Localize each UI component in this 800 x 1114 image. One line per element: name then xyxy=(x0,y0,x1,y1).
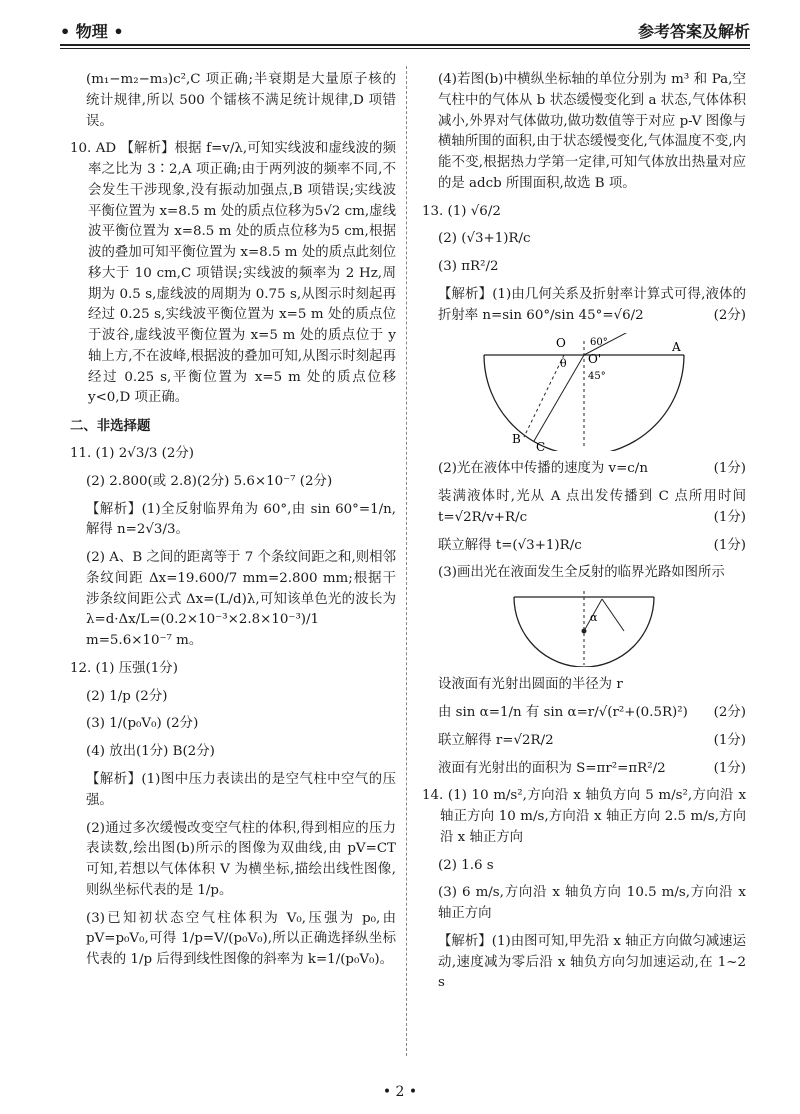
q12-part2: (2) 1/p (2分) xyxy=(86,688,168,704)
header-rule-thin xyxy=(60,48,750,49)
q13-analysis-1: 【解析】(1)由几何关系及折射率计算式可得,液体的折射率 n=sin 60°/sin 45°=√6/2 (2分) xyxy=(422,285,746,327)
total-reflection-diagram xyxy=(484,591,684,667)
q11-part1: 11. (1) 2√3/3 (2分) xyxy=(70,446,194,462)
q14-part2: (2) 1.6 s xyxy=(438,857,494,873)
score: (1分) xyxy=(713,509,746,525)
q12-part4: (4) 放出(1分) B(2分) xyxy=(86,744,215,760)
label-A: A xyxy=(672,340,681,355)
q13-part3: (3) πR²/2 xyxy=(438,259,499,275)
q14-part3: (3) 6 m/s,方向沿 x 轴负方向 10.5 m/s,方向沿 x 轴正方向 xyxy=(438,885,746,922)
reflected-ray xyxy=(602,599,624,631)
right-column xyxy=(422,70,746,1001)
label-theta: θ xyxy=(560,357,567,371)
section-heading: 二、非选择题 xyxy=(70,418,151,435)
score: (1分) xyxy=(713,732,746,748)
q13-part1: 13. (1) √6/2 xyxy=(422,203,501,219)
q13-analysis-9: 液面有光射出的面积为 S=πr²=πR²/2 (1分) xyxy=(422,759,746,780)
q13-analysis-7: 由 sin α=1/n 有 sin α=r/√(r²+(0.5R)²) (2分) xyxy=(422,703,746,724)
q12-analysis-3: (3)已知初状态空气柱体积为 V₀,压强为 p₀,由 pV=p₀V₀,可得 1/p=V/(p₀V₀),所以正确选择纵坐标代表的 1/p 后得到线性图像的斜率为 k=1/(p₀V₀)。 xyxy=(86,910,396,968)
label-C: C xyxy=(536,440,546,452)
q13-analysis-4: 联立解得 t=(√3+1)R/c (1分) xyxy=(422,536,746,557)
light-source-dot xyxy=(582,629,587,634)
left-column xyxy=(70,70,396,978)
score: (2分) xyxy=(713,307,746,323)
score: (1分) xyxy=(713,537,746,553)
q10-answer: 10. AD 【解析】根据 f=v/λ,可知实线波和虚线波的频率之比为 3∶2,A 项正确;由于两列波的频率不同,不会发生干涉现象,没有振动加强点,B 项错误;实线波平衡位置为 x=8.5 m 处的质点位移为5√2 cm,虚线波平衡位置为 x=8.5 m 处的质点位移为5 cm,根据波的叠加可知平衡位置为 x=8.5 m 处的质点此刻位移大于 10 cm,C 项错误;实线波的频率为 2 Hz,周期为 0.5 s,虚线波的周期为 0.75 s,从图示时刻起再经过 0.25 s,实线波平衡位置为 x=5 m 处的质点位于波谷,虚线波平衡位置为 x=5 m 处的质点位于 y 轴上方,不在波峰,根据波的叠加可知,从图示时刻起再经过 0.25 s,平衡位置为 x=5 m 处的质点位移 y<0,D 项正确。 xyxy=(70,141,396,406)
score: (1分) xyxy=(713,461,746,477)
q11-analysis-2: (2) A、B 之间的距离等于 7 个条纹间距之和,则相邻条纹间距 Δx=19.600/7 mm=2.800 mm;根据干涉条纹间距公式 Δx=(L/d)λ,可知该单色光的波长为 λ=d·Δx/L=(0.2×10⁻³×2.8×10⁻³)/1 m=5.6×10⁻⁷ m。 xyxy=(86,550,396,649)
q13-analysis-8: 联立解得 r=√2R/2 (1分) xyxy=(422,731,746,752)
q13-part2: (2) (√3+1)R/c xyxy=(438,231,531,247)
q12-analysis-1: 【解析】(1)图中压力表读出的是空气柱中空气的压强。 xyxy=(86,771,396,808)
ray-to-C xyxy=(534,355,584,441)
label-alpha: α xyxy=(590,611,598,625)
header-title: 参考答案及解析 xyxy=(637,22,750,41)
refraction-diagram xyxy=(464,333,704,451)
q12-part1: 12. (1) 压强(1分) xyxy=(70,660,178,676)
q11-part2: (2) 2.800(或 2.8)(2分) 5.6×10⁻⁷ (2分) xyxy=(86,473,333,489)
label-O: O xyxy=(556,336,566,351)
header-rule xyxy=(60,44,750,46)
q13-analysis-3: 装满液体时,光从 A 点出发传播到 C 点所用时间 t=√2R/v+R/c (1分) xyxy=(422,487,746,529)
q14-part1: 14. (1) 10 m/s²,方向沿 x 轴负方向 5 m/s²,方向沿 x 轴正方向 10 m/s,方向沿 x 轴正方向 2.5 m/s,方向沿 x 轴正方向 xyxy=(422,788,746,845)
label-60deg: 60° xyxy=(590,337,608,349)
q13-analysis-5: (3)画出光在液面发生全反射的临界光路如图所示 xyxy=(438,565,725,581)
label-O-prime: O' xyxy=(588,352,602,367)
page-number: • 2 • xyxy=(382,1084,418,1100)
subject-label: • 物理 • xyxy=(60,22,124,41)
q14-analysis-1: 【解析】(1)由图可知,甲先沿 x 轴正方向做匀减速运动,速度减为零后沿 x 轴负方向匀加速运动,在 1~2 s xyxy=(438,933,746,991)
q13-analysis-6: 设液面有光射出圆面的半径为 r xyxy=(438,677,623,693)
score: (1分) xyxy=(713,760,746,776)
label-45deg: 45° xyxy=(588,371,606,383)
q9-continuation: (m₁−m₂−m₃)c²,C 项正确;半衰期是大量原子核的统计规律,所以 500 个镭核不满足统计规律,D 项错误。 xyxy=(86,72,396,129)
column-divider xyxy=(406,66,407,1056)
q11-analysis-1: 【解析】(1)全反射临界角为 60°,由 sin 60°=1/n,解得 n=2√3/3。 xyxy=(86,501,396,538)
q12-analysis-2: (2)通过多次缓慢改变空气柱的体积,得到相应的压力表读数,绘出图(b)所示的图像为双曲线,由 pV=CT 可知,若想以气体体积 V 为横坐标,描绘出线性图像,则纵坐标代表的是 1/p。 xyxy=(86,820,396,898)
score: (2分) xyxy=(713,705,746,721)
label-B: B xyxy=(512,432,521,447)
q12-part3: (3) 1/(p₀V₀) (2分) xyxy=(86,716,199,732)
q12-analysis-4: (4)若图(b)中横纵坐标轴的单位分别为 m³ 和 Pa,空气柱中的气体从 b 状态缓慢变化到 a 状态,气体体积减小,外界对气体做功,做功数值等于对应 p-V 图像与横轴所围的面积,由于状态缓慢变化,气体温度不变,内能不变,根据热力学第一定律,可知气体放出热量对应的是 adcb 所围面积,故选 B 项。 xyxy=(438,72,746,191)
q13-analysis-2: (2)光在液体中传播的速度为 v=c/n (1分) xyxy=(422,459,746,480)
page-header xyxy=(60,14,750,46)
